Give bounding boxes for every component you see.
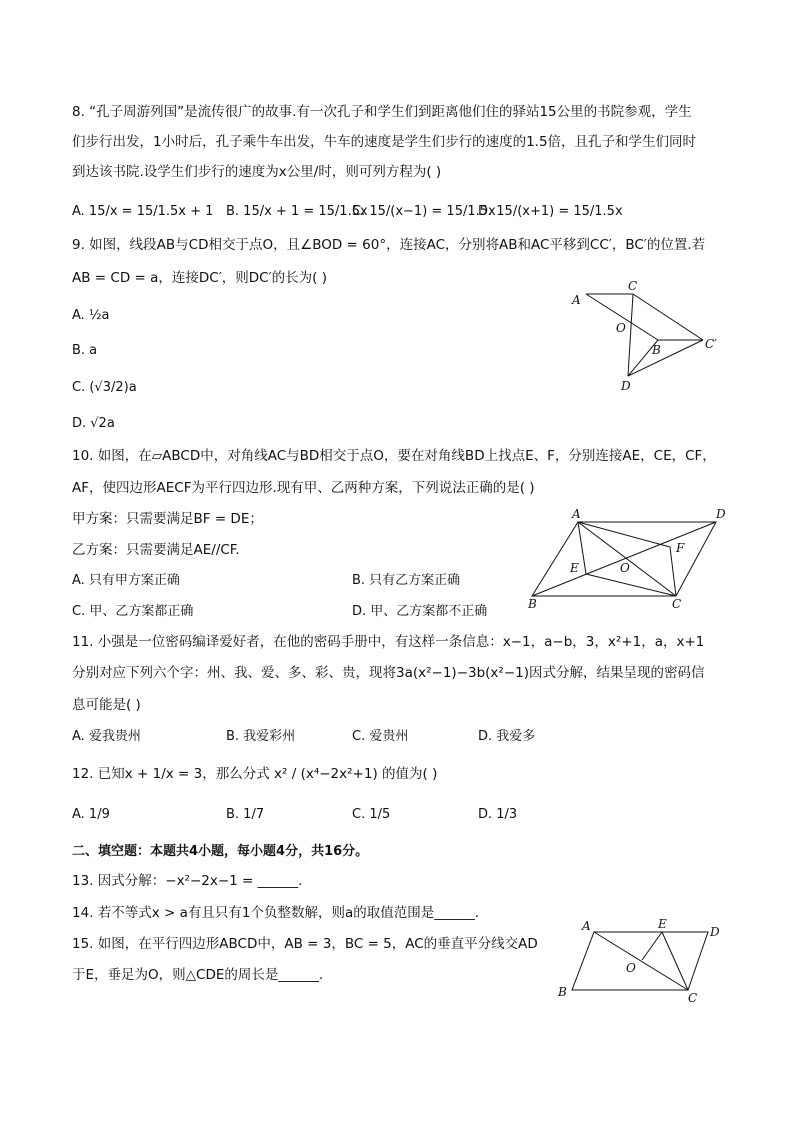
q10-figure <box>524 504 734 612</box>
q15-label-a: A <box>582 919 591 933</box>
q15-segment-ce <box>662 932 688 990</box>
q12-option-b: B. 1/7 <box>226 807 265 822</box>
q10-plan-b: 乙方案：只需要满足AE//CF. <box>72 542 240 558</box>
q15-line-1: 15. 如图，在平行四边形ABCD中，AB = 3，BC = 5，AC的垂直平分线交AD <box>72 936 538 952</box>
q9-figure <box>566 276 726 398</box>
q8-option-c: C. 15/(x−1) = 15/1.5x <box>352 204 496 219</box>
q11-option-b: B. 我爱彩州 <box>226 729 296 744</box>
q12-option-a: A. 1/9 <box>72 807 110 822</box>
q13-line-1: 13. 因式分解：−x²−2x−1 = ______. <box>72 873 303 889</box>
q9-segment-cc-prime <box>633 294 703 340</box>
q10-diagonal-ac <box>578 522 676 596</box>
q8-option-d: D. 15/(x+1) = 15/1.5x <box>478 204 623 219</box>
q15-label-o: O <box>626 961 636 975</box>
q10-label-e: E <box>570 561 579 575</box>
q8-option-b: B. 15/x + 1 = 15/1.5x <box>226 204 368 219</box>
q9-line-1: 9. 如图，线段AB与CD相交于点O，且∠BOD = 60°，连接AC，分别将AB和AC平移到CC′，BC′的位置.若 <box>72 237 706 253</box>
q10-label-c: C <box>672 597 682 611</box>
q15-perpendicular-eo <box>642 932 662 960</box>
q10-diagonal-bd <box>532 522 716 596</box>
q15-figure <box>552 914 732 1004</box>
q11-option-c: C. 爱贵州 <box>352 729 409 744</box>
q12-option-d: D. 1/3 <box>478 807 518 822</box>
q11-line-3: 息可能是( ) <box>72 697 141 713</box>
q8-line-2: 们步行出发，1小时后，孔子乘牛车出发，牛车的速度是学生们步行的速度的1.5倍，且孔子和学生们同时 <box>72 134 697 150</box>
section-2-heading: 二、填空题：本题共4小题，每小题4分，共16分。 <box>72 844 369 859</box>
q10-plan-a: 甲方案：只需要满足BF = DE； <box>72 511 263 527</box>
q9-label-c: C <box>628 279 638 293</box>
q9-option-a: A. ½a <box>72 308 110 323</box>
q10-option-d: D. 甲、乙方案都不正确 <box>352 604 488 619</box>
q9-label-a: A <box>572 293 581 307</box>
q9-option-b: B. a <box>72 343 98 358</box>
q15-parallelogram <box>572 932 708 990</box>
q10-label-b: B <box>528 597 537 611</box>
q15-diagonal-ac <box>594 932 688 990</box>
q10-label-o: O <box>620 561 630 575</box>
q12-line-1: 12. 已知x + 1/x = 3，那么分式 x² / (x⁴−2x²+1) 的值为( ) <box>72 766 438 782</box>
q10-label-a: A <box>572 507 581 521</box>
q10-line-2: AF，使四边形AECF为平行四边形.现有甲、乙两种方案，下列说法正确的是( ) <box>72 480 535 496</box>
q11-line-1: 11. 小强是一位密码编译爱好者，在他的密码手册中，有这样一条信息：x−1，a−b，3，x²+1，a，x+1 <box>72 634 705 650</box>
q9-line-2: AB = CD = a，连接DC′，则DC′的长为( ) <box>72 270 327 286</box>
q14-line-1: 14. 若不等式x > a有且只有1个负整数解，则a的取值范围是______. <box>72 905 480 921</box>
q9-option-c: C. (√3/2)a <box>72 380 137 395</box>
q9-label-c-prime: C′ <box>705 337 717 351</box>
q15-label-b: B <box>558 985 567 999</box>
q12-option-c: C. 1/5 <box>352 807 391 822</box>
q15-label-e: E <box>658 917 667 931</box>
q9-label-d: D <box>621 379 631 393</box>
q15-label-c: C <box>688 991 698 1005</box>
q9-option-d: D. √2a <box>72 416 115 431</box>
q15-label-d: D <box>710 925 720 939</box>
q11-option-a: A. 爱我贵州 <box>72 729 141 744</box>
q8-line-3: 到达该书院.设学生们步行的速度为x公里/时，则可列方程为( ) <box>72 164 442 180</box>
q10-segment-ae <box>578 522 586 574</box>
q15-line-2: 于E，垂足为O，则△CDE的周长是______. <box>72 967 324 983</box>
q10-segment-ce <box>586 574 676 596</box>
q9-segment-dc-prime <box>628 340 703 376</box>
q9-label-o: O <box>616 321 626 335</box>
q8-option-a: A. 15/x = 15/1.5x + 1 <box>72 204 214 219</box>
q11-line-2: 分别对应下列六个字：州、我、爱、多、彩、贵，现将3a(x²−1)−3b(x²−1)因式分解，结果呈现的密码信 <box>72 665 705 681</box>
q10-label-f: F <box>676 541 685 555</box>
q11-option-d: D. 我爱多 <box>478 729 536 744</box>
q9-segment-cd <box>628 294 633 376</box>
q10-line-1: 10. 如图，在▱ABCD中，对角线AC与BD相交于点O，要在对角线BD上找点E、F，分别连接AE，CE，CF， <box>72 448 716 464</box>
q10-option-c: C. 甲、乙方案都正确 <box>72 604 194 619</box>
q10-option-b: B. 只有乙方案正确 <box>352 573 461 588</box>
q8-line-1: 8. “孔子周游列国”是流传很广的故事.有一次孔子和学生们到距离他们住的驿站15公里的书院参观，学生 <box>72 104 692 120</box>
q10-option-a: A. 只有甲方案正确 <box>72 573 180 588</box>
q9-label-b: B <box>652 343 661 357</box>
q10-label-d: D <box>716 507 726 521</box>
q10-segment-af <box>578 522 670 547</box>
